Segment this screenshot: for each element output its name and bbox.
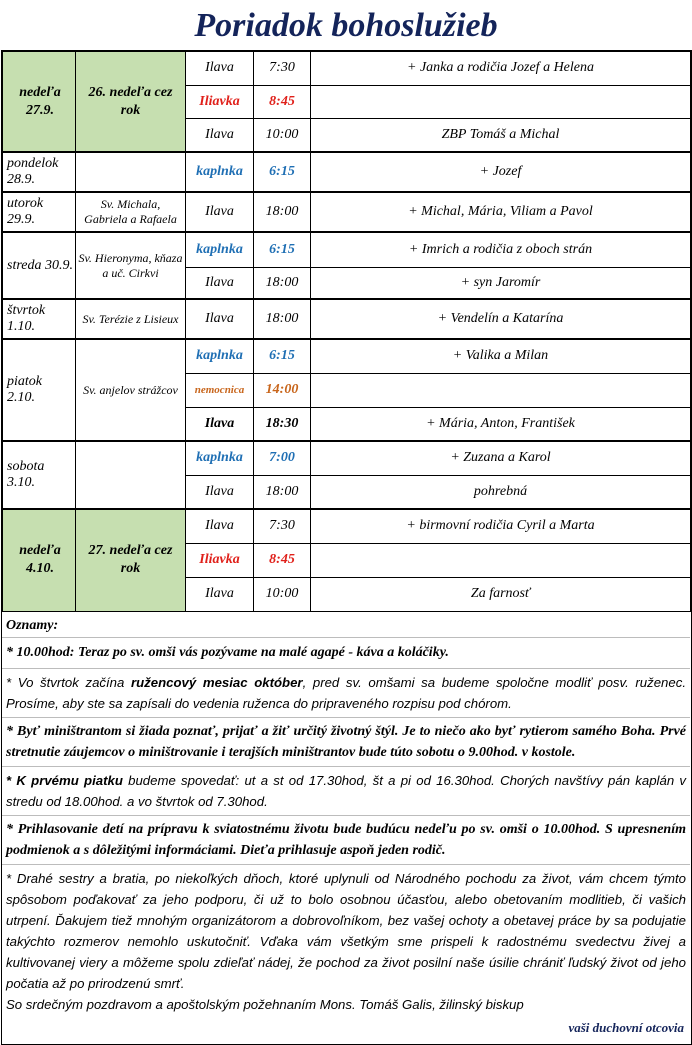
announcement-altar-servers: * Byť miništrantom si žiada poznať, prijať a žiť určitý životný štýl. Je to niečo ako byť rytierom samého Boha. Prvé stretnutie záujemcov o miništrovanie i terajších miništrantov bude túto sobotu o 9.00hod. v kostole. — [2, 718, 690, 767]
time-cell: 18:00 — [254, 475, 311, 509]
day-cell: nedeľa 27.9. — [3, 51, 76, 152]
intention-cell — [311, 373, 691, 407]
intention-cell: + Mária, Anton, František — [311, 407, 691, 441]
place-cell: Ilava — [186, 475, 254, 509]
page-title: Poriadok bohoslužieb — [194, 7, 498, 44]
place-cell: kaplnka — [186, 232, 254, 267]
announcement-march-for-life: * Drahé sestry a bratia, po niekoľkých dňoch, ktoré uplynuli od Národného pochodu za život, vám chcem týmto spôsobom poďakovať za jeho podporu, či už to bolo osobnou účasťou, alebo obetovaním modlitieb, či vašich utrpení. Ďakujem tiež mnohým organizátorom a dobrovoľníkom, bez vašej ochoty a obetavej práce by sa podujatie takýchto rozmerov nemohlo uskutočniť. Vďaka vám všetkým sme prispeli k radostnému svedectvu živej a kultivovanej viery a môžeme spolu zdieľať nádej, že pochod za život posilní naše úsilie chrániť ľudský život od jeho počatia až po prirodzenú smrť. So srdečným pozdravom a apoštolským požehnaním Mons. Tomáš Galis, žilinský biskup — [6, 871, 686, 1012]
announcement-sacraments: * Prihlasovanie detí na prípravu k sviatostnému životu bude budúcu nedeľu po sv. omši o 10.00hod. S upresnením podmienok a s dôležitými informáciami. Dieťa prihlasuje aspoň jeden rodič. — [2, 816, 690, 865]
day-cell: utorok 29.9. — [3, 192, 76, 232]
day-cell: štvrtok 1.10. — [3, 299, 76, 339]
time-cell: 10:00 — [254, 577, 311, 611]
time-cell: 18:00 — [254, 299, 311, 339]
intention-cell: + birmovní rodičia Cyril a Marta — [311, 509, 691, 543]
place-cell: Ilava — [186, 577, 254, 611]
place-cell: Ilava — [186, 267, 254, 299]
time-cell: 8:45 — [254, 85, 311, 118]
place-cell: kaplnka — [186, 339, 254, 373]
place-cell: Iliavka — [186, 85, 254, 118]
place-cell: Ilava — [186, 299, 254, 339]
place-cell: Ilava — [186, 51, 254, 85]
place-cell: Ilava — [186, 407, 254, 441]
schedule-row — [3, 441, 691, 475]
schedule-row — [3, 339, 691, 373]
schedule-row — [3, 299, 691, 339]
place-cell: Iliavka — [186, 543, 254, 577]
intention-cell: + Jozef — [311, 152, 691, 192]
announcement-agape: * 10.00hod: Teraz po sv. omši vás pozývame na malé agapé - káva a koláčiky. — [2, 638, 690, 669]
time-cell: 6:15 — [254, 232, 311, 267]
intention-cell: + Janka a rodičia Jozef a Helena — [311, 51, 691, 85]
time-cell: 18:00 — [254, 192, 311, 232]
feast-cell: Sv. Hieronyma, kňaza a uč. Cirkvi — [76, 232, 186, 299]
schedule-row — [3, 192, 691, 232]
place-cell: Ilava — [186, 192, 254, 232]
intention-cell: pohrebná — [311, 475, 691, 509]
intention-cell — [311, 85, 691, 118]
place-cell: kaplnka — [186, 441, 254, 475]
place-cell: nemocnica — [186, 373, 254, 407]
announcement-rosary: * Vo štvrtok začína ružencový mesiac október, pred sv. omšami sa budeme spoločne modliť posv. ruženec. Prosíme, aby ste sa zapísali do vedenia ruženca do pripraveného rozpisu pod chórom. — [2, 669, 690, 718]
announcement-first-friday: * K prvému piatku budeme spovedať: ut a st od 17.30hod, št a pi od 16.30hod. Chorých navštívy pán kaplán v stredu od 18.00hod. a vo štvrtok od 7.30hod. — [2, 767, 690, 816]
feast-cell: Sv. anjelov strážcov — [76, 339, 186, 441]
time-cell: 6:15 — [254, 152, 311, 192]
feast-cell: 27. nedeľa cez rok — [76, 509, 186, 611]
day-cell: sobota 3.10. — [3, 441, 76, 509]
day-cell: streda 30.9. — [3, 232, 76, 299]
intention-cell: + Vendelín a Katarína — [311, 299, 691, 339]
intention-cell: ZBP Tomáš a Michal — [311, 118, 691, 152]
place-cell: Ilava — [186, 118, 254, 152]
intention-cell: + Zuzana a Karol — [311, 441, 691, 475]
time-cell: 7:30 — [254, 51, 311, 85]
time-cell: 14:00 — [254, 373, 311, 407]
place-cell: Ilava — [186, 509, 254, 543]
schedule-table — [2, 50, 691, 612]
time-cell: 7:00 — [254, 441, 311, 475]
time-cell: 10:00 — [254, 118, 311, 152]
feast-cell: 26. nedeľa cez rok — [76, 51, 186, 152]
schedule-row — [3, 509, 691, 543]
intention-cell: + Michal, Mária, Viliam a Pavol — [311, 192, 691, 232]
day-cell: pondelok 28.9. — [3, 152, 76, 192]
announcements — [2, 613, 690, 1038]
feast-cell — [76, 152, 186, 192]
time-cell: 8:45 — [254, 543, 311, 577]
time-cell: 18:30 — [254, 407, 311, 441]
intention-cell: + syn Jaromír — [311, 267, 691, 299]
feast-cell: Sv. Terézie z Lisieux — [76, 299, 186, 339]
schedule-row — [3, 152, 691, 192]
signature: vaši duchovní otcovia — [568, 1020, 684, 1035]
day-cell: nedeľa 4.10. — [3, 509, 76, 611]
time-cell: 6:15 — [254, 339, 311, 373]
feast-cell: Sv. Michala, Gabriela a Rafaela — [76, 192, 186, 232]
time-cell: 7:30 — [254, 509, 311, 543]
announcements-header: Oznamy: — [2, 613, 690, 638]
feast-cell — [76, 441, 186, 509]
schedule-row — [3, 232, 691, 267]
intention-cell — [311, 543, 691, 577]
intention-cell: Za farnosť — [311, 577, 691, 611]
place-cell: kaplnka — [186, 152, 254, 192]
intention-cell: + Valika a Milan — [311, 339, 691, 373]
day-cell: piatok 2.10. — [3, 339, 76, 441]
time-cell: 18:00 — [254, 267, 311, 299]
schedule-row — [3, 51, 691, 85]
intention-cell: + Imrich a rodičia z oboch strán — [311, 232, 691, 267]
